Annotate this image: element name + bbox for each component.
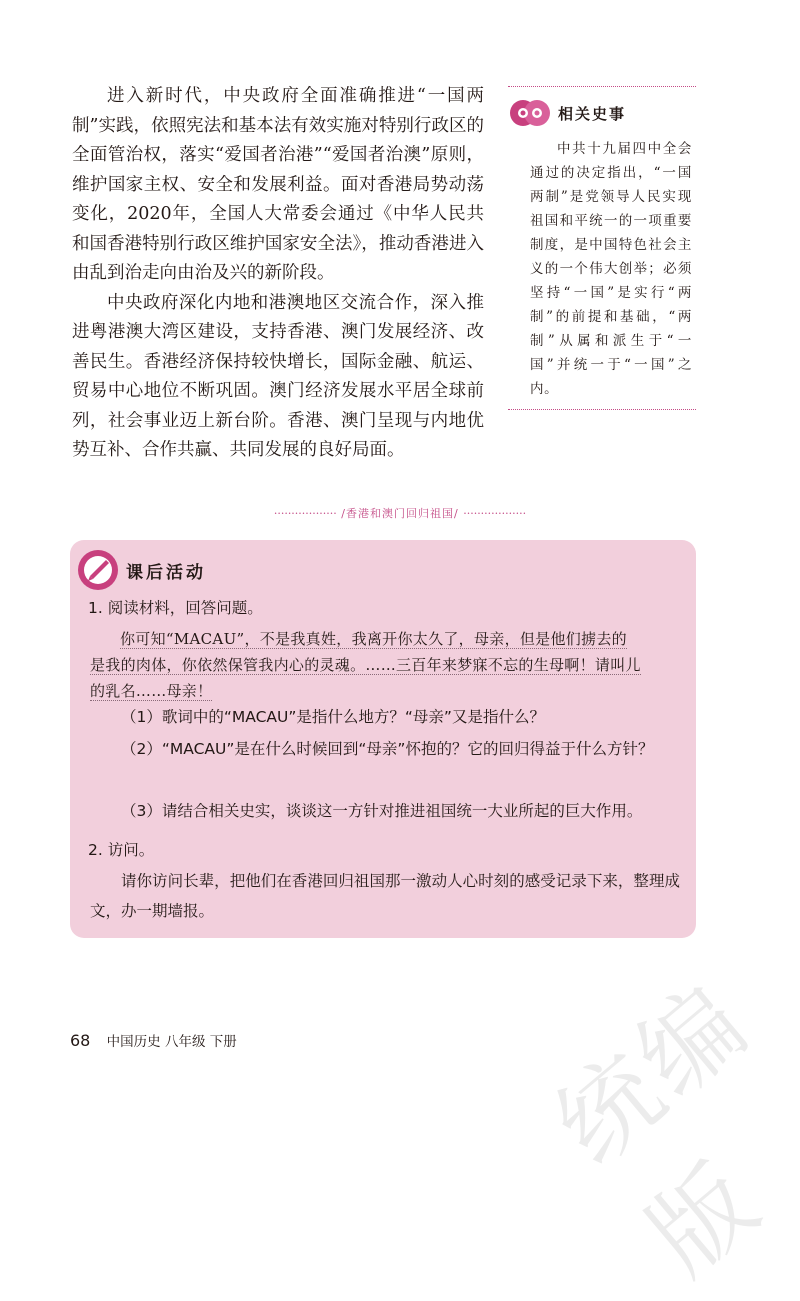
section-label: /香港和澳门回归祖国/ (341, 507, 459, 520)
material-quote (90, 626, 680, 704)
watermark: 统编版 (534, 960, 784, 1297)
related-history-icon (508, 95, 552, 131)
after-class-activity-box (70, 540, 696, 938)
related-history-sidebar (508, 86, 696, 410)
sidebar-text: 中共十九届四中全会通过的决定指出，“一国两制”是党领导人民实现祖国和平统一的一项重要制度，是中国特色社会主义的一个伟大创举；必须坚持“一国”是实行“两制”的前提和基础，“两制”从属和派生于“一国”并统一于“一国”之内。 (530, 141, 692, 397)
page-number: 68 (70, 1031, 91, 1050)
material-line-2: 是我的肉体，你依然保管我内心的灵魂。……三百年来梦寐不忘的生母啊！请叫儿 (90, 656, 641, 674)
activity-header (76, 548, 206, 592)
sub-question-1: （1）歌词中的“MACAU”是指什么地方？“母亲”又是指什么？ (121, 708, 545, 726)
question-2-text: 请你访问长辈，把他们在香港回归祖国那一激动人心时刻的感受记录下来，整理成文，办一期墙报。 (90, 872, 680, 920)
book-title: 中国历史 八年级 下册 (106, 1034, 237, 1050)
divider-dots-right: ·················· (463, 507, 527, 520)
paragraph-2: 中央政府深化内地和港澳地区交流合作，深入推进粤港澳大湾区建设，支持香港、澳门发展经济、改善民生。香港经济保持较快增长，国际金融、航运、贸易中心地位不断巩固。澳门经济发展水平居全球前列，社会事业迈上新台阶。香港、澳门呈现与内地优势互补、合作共赢、共同发展的良好局面。 (72, 292, 484, 460)
sidebar-title: 相关史事 (558, 104, 627, 123)
activity-icon (76, 548, 120, 592)
activity-title: 课后活动 (126, 562, 206, 583)
page-footer (70, 1030, 237, 1050)
main-text (72, 82, 484, 466)
paragraph-1: 进入新时代，中央政府全面准确推进“一国两制”实践，依照宪法和基本法有效实施对特别行政区的全面管治权，落实“爱国者治港”“爱国者治澳”原则，维护国家主权、安全和发展利益。面对香港局势动荡变化，2020年，全国人大常委会通过《中华人民共和国香港特别行政区维护国家安全法》，推动香港进入由乱到治走向由治及兴的新阶段。 (72, 86, 484, 283)
sidebar-header (508, 95, 696, 131)
material-line-3: 的乳名……母亲！ (90, 682, 213, 700)
divider-dots-left: ·················· (273, 507, 337, 520)
question-2-label: 2. 访问。 (88, 841, 155, 859)
question-1-label: 1. 阅读材料，回答问题。 (88, 599, 263, 617)
sub-question-2: （2）“MACAU”是在什么时候回到“母亲”怀抱的？它的回归得益于什么方针？ (121, 740, 654, 758)
material-line-1: 你可知“MACAU”，不是我真姓，我离开你太久了，母亲，但是他们掳去的 (120, 630, 627, 648)
sidebar-body (530, 137, 692, 401)
sub-question-3: （3）请结合相关史实，谈谈这一方针对推进祖国统一大业所起的巨大作用。 (121, 802, 643, 820)
section-divider (0, 505, 800, 521)
